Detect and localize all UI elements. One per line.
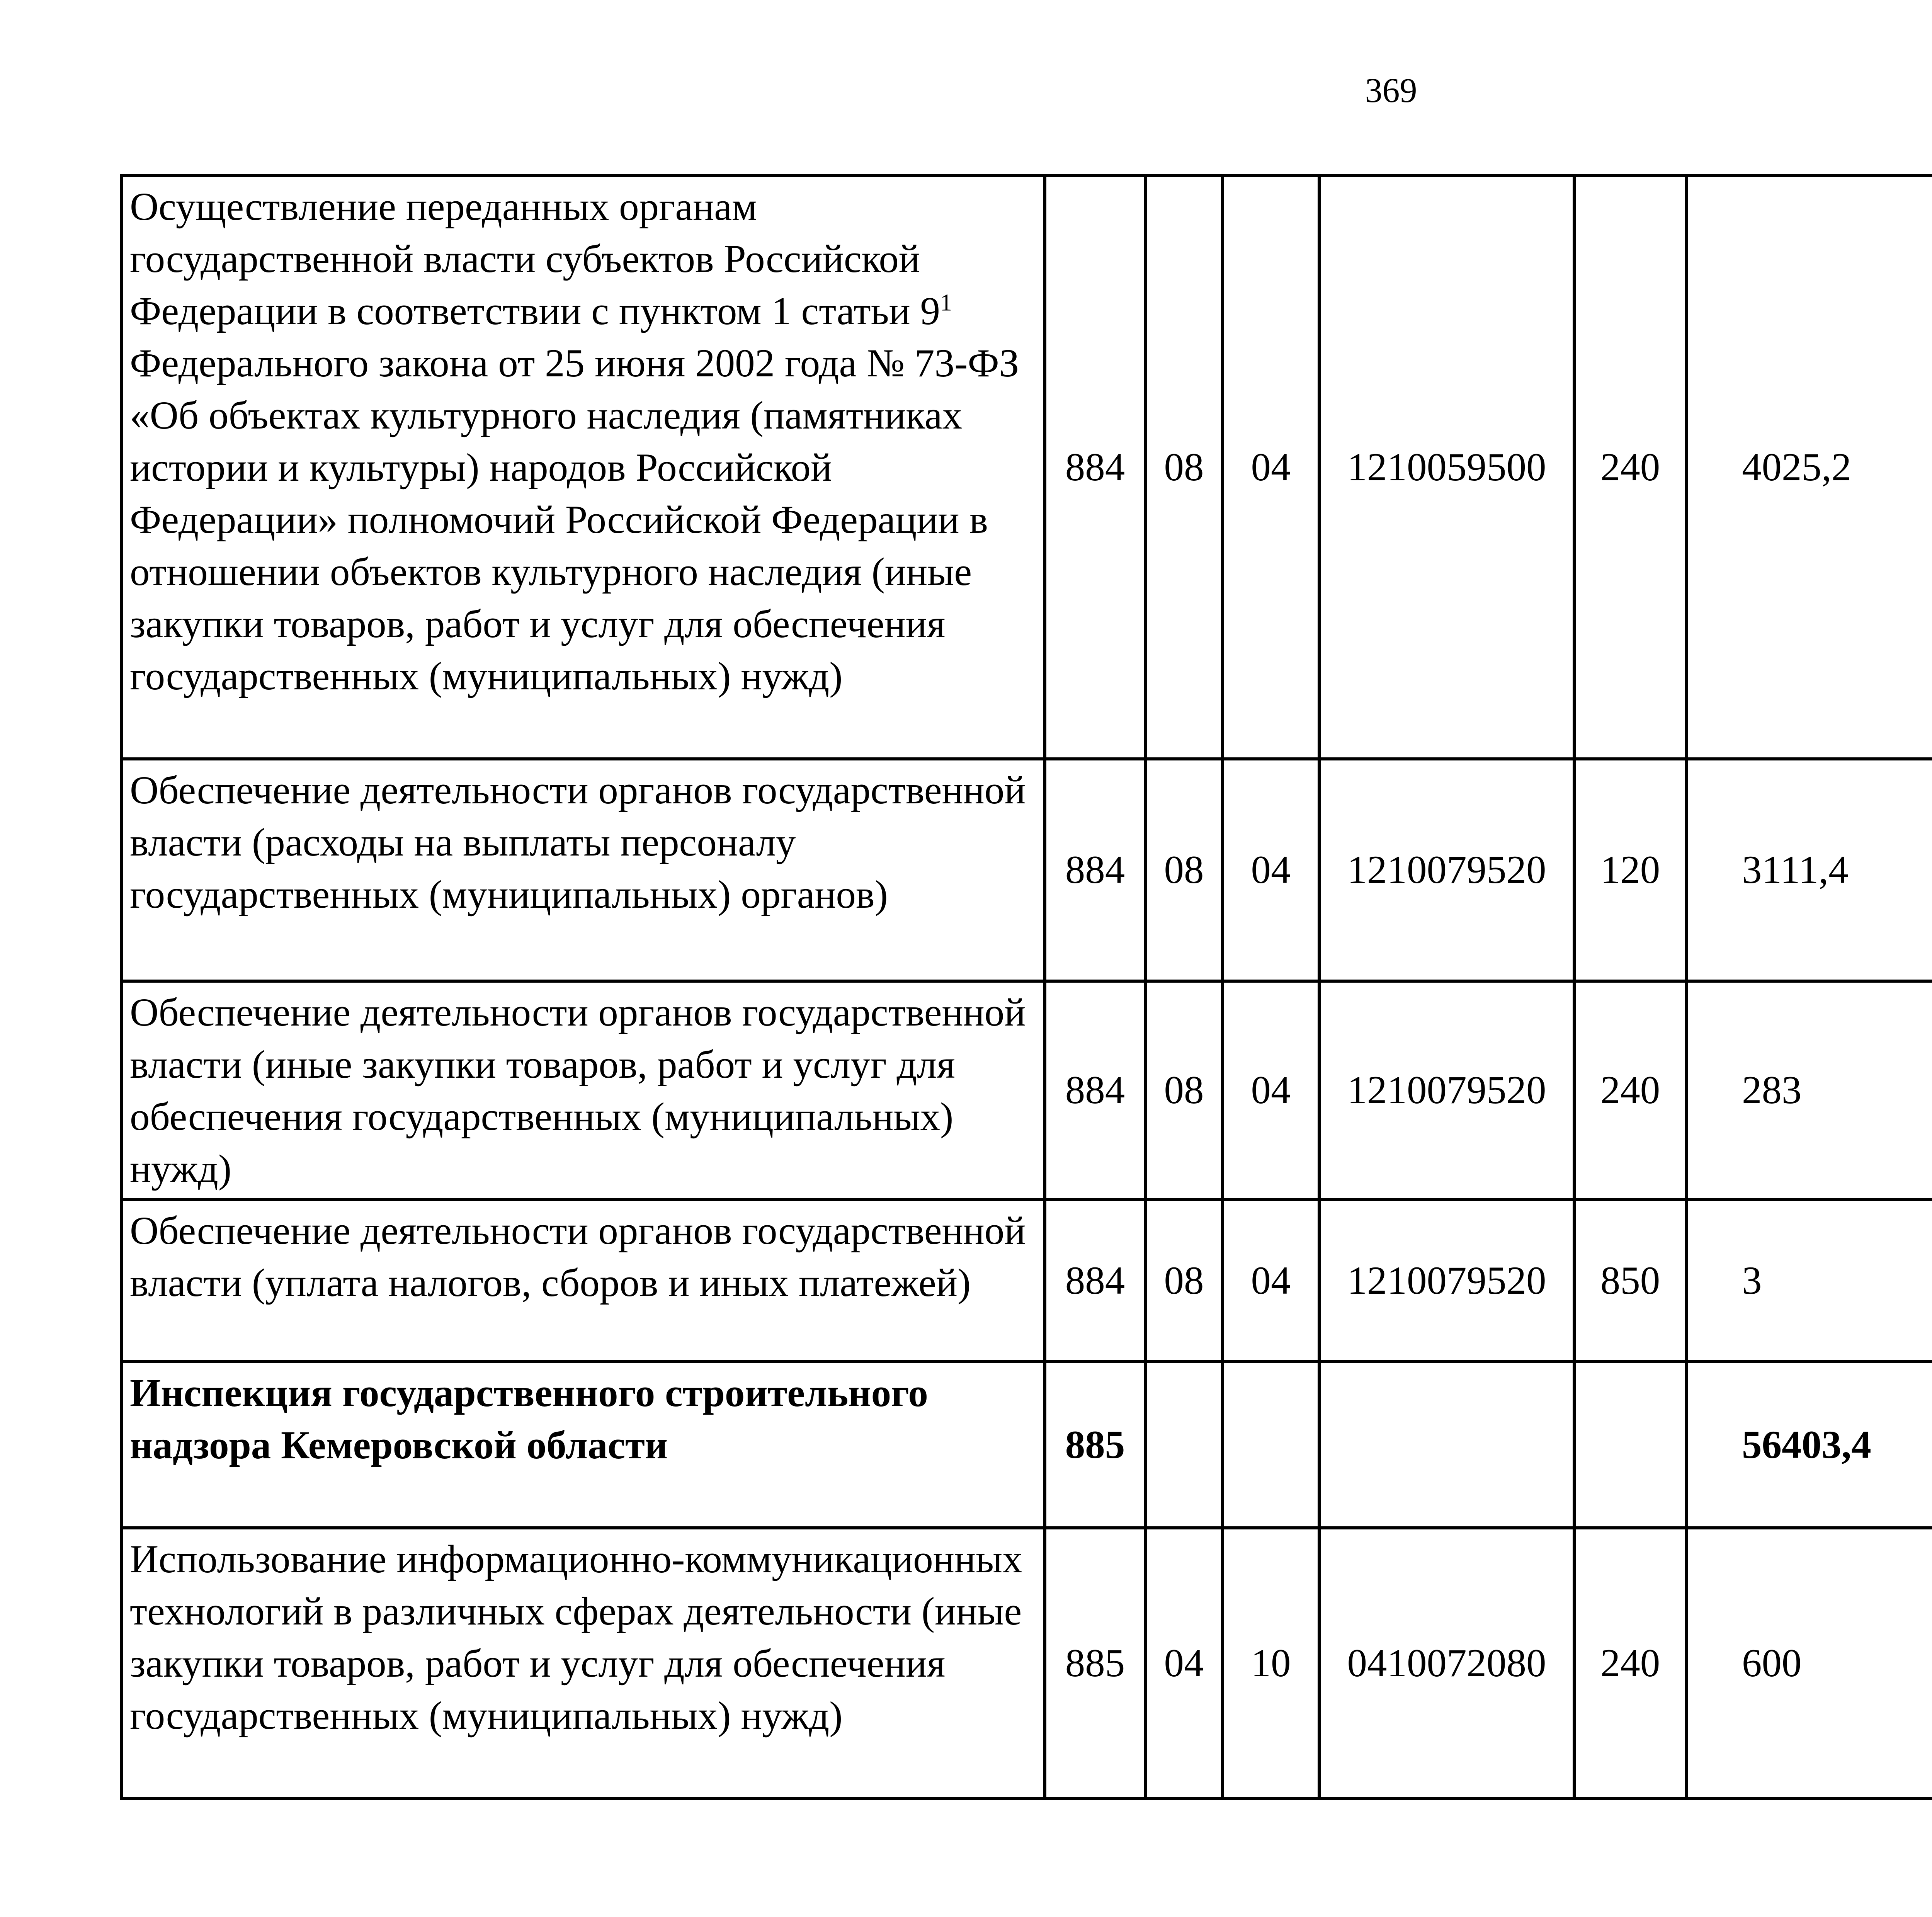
csr-code: 0410072080	[1319, 1528, 1574, 1798]
rz-code: 08	[1145, 981, 1223, 1199]
pr-code: 10	[1223, 1528, 1319, 1798]
vr-code: 240	[1574, 175, 1686, 759]
vr-code	[1574, 1362, 1686, 1528]
vr-code: 240	[1574, 1528, 1686, 1798]
table-row	[121, 1528, 1932, 1798]
row-description: Обеспечение деятельности органов государственной власти (иные закупки товаров, работ и услуг для обеспечения государственных (муниципальных) нужд)	[121, 981, 1045, 1199]
ved-code: 885	[1045, 1362, 1145, 1528]
ved-code: 884	[1045, 759, 1145, 981]
vr-code: 120	[1574, 759, 1686, 981]
csr-code: 1210079520	[1319, 759, 1574, 981]
row-description	[121, 175, 1045, 759]
table-row	[121, 1362, 1932, 1528]
table-row	[121, 759, 1932, 981]
ved-code: 884	[1045, 1199, 1145, 1362]
rz-code: 08	[1145, 175, 1223, 759]
amount-year-1: 3111,4	[1686, 759, 1932, 981]
ved-code: 884	[1045, 175, 1145, 759]
amount-year-1: 600	[1686, 1528, 1932, 1798]
table-row	[121, 1199, 1932, 1362]
budget-table	[120, 174, 1932, 1800]
row-description: Обеспечение деятельности органов государственной власти (расходы на выплаты персоналу государственных (муниципальных) органов)	[121, 759, 1045, 981]
row-description: Обеспечение деятельности органов государственной власти (уплата налогов, сборов и иных платежей)	[121, 1199, 1045, 1362]
superscript-note: 1	[940, 289, 952, 316]
vr-code: 240	[1574, 981, 1686, 1199]
table-row	[121, 981, 1932, 1199]
row-description: Использование информационно-коммуникационных технологий в различных сферах деятельности (иные закупки товаров, работ и услуг для обеспечения государственных (муниципальных) нужд)	[121, 1528, 1045, 1798]
rz-code: 08	[1145, 1199, 1223, 1362]
table-row	[121, 175, 1932, 759]
ved-code: 884	[1045, 981, 1145, 1199]
amount-year-1: 283	[1686, 981, 1932, 1199]
csr-code: 1210079520	[1319, 981, 1574, 1199]
amount-year-1: 56403,4	[1686, 1362, 1932, 1528]
csr-code: 1210079520	[1319, 1199, 1574, 1362]
row-description: Инспекция государственного строительного надзора Кемеровской области	[121, 1362, 1045, 1528]
rz-code: 04	[1145, 1528, 1223, 1798]
csr-code: 1210059500	[1319, 175, 1574, 759]
pr-code: 04	[1223, 1199, 1319, 1362]
amount-year-1: 3	[1686, 1199, 1932, 1362]
rz-code	[1145, 1362, 1223, 1528]
pr-code	[1223, 1362, 1319, 1528]
csr-code	[1319, 1362, 1574, 1528]
pr-code: 04	[1223, 981, 1319, 1199]
ved-code: 885	[1045, 1528, 1145, 1798]
amount-year-1: 4025,2	[1686, 175, 1932, 759]
vr-code: 850	[1574, 1199, 1686, 1362]
description-text: Федерального закона от 25 июня 2002 года № 73-ФЗ «Об объектах культурного наследия (памятниках истории и культуры) народов Российской Федерации» полномочий Российской Федерации в отношении объектов культурного наследия (иные закупки товаров, работ и услуг для обеспечения государственных (муниципальных) нужд)	[130, 341, 1019, 698]
rz-code: 08	[1145, 759, 1223, 981]
pr-code: 04	[1223, 759, 1319, 981]
description-text: Осуществление переданных органам государственной власти субъектов Российской Федерации в соответствии с пунктом 1 статьи 9	[130, 185, 940, 333]
pr-code: 04	[1223, 175, 1319, 759]
page-number: 369	[1365, 71, 1417, 110]
